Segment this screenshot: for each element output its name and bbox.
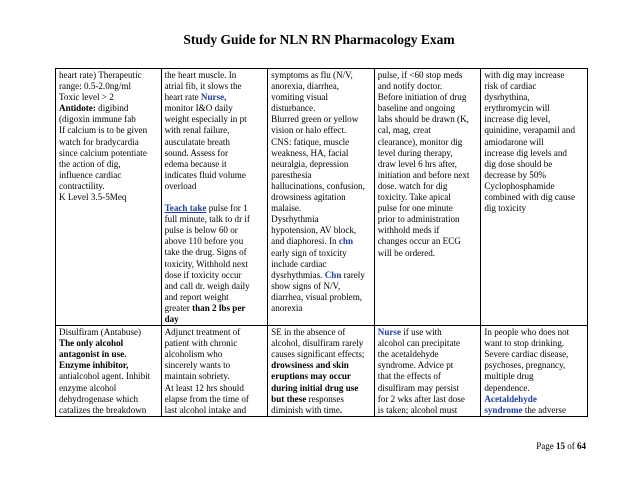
cell-line: quinidine, verapamil and bbox=[484, 125, 576, 136]
cell-line: pulse for one minute bbox=[377, 203, 453, 214]
cell-line: patient with chronic bbox=[164, 338, 238, 349]
cell-line: alcoholism who bbox=[164, 349, 223, 360]
nurse-highlight: Nurse bbox=[377, 327, 401, 338]
cell-line: show signs of N/V, bbox=[271, 280, 341, 291]
cell-line: overload bbox=[164, 180, 197, 191]
cell-line: watch for bradycardia bbox=[59, 136, 139, 147]
cell-text: if use with bbox=[401, 327, 442, 338]
page-prefix: Page bbox=[536, 441, 556, 451]
cell-line: ausculatate breath bbox=[164, 136, 230, 147]
pharmacology-table bbox=[55, 68, 588, 417]
cell-line: increase dig level, bbox=[484, 114, 551, 125]
cell-line: edema because it bbox=[164, 158, 227, 169]
cell-line: decrease by 50% bbox=[484, 169, 546, 180]
cell-line: range: 0.5-2.0ng/ml bbox=[59, 81, 131, 92]
cell-text: and diaphoresi. In bbox=[271, 236, 339, 247]
nurse-highlight: Nurse, bbox=[200, 92, 227, 103]
cell-line: baseline and ongoing bbox=[377, 103, 456, 114]
cell-line: withhold meds if bbox=[377, 225, 440, 236]
cell-line: paresthesia bbox=[271, 169, 312, 180]
cell-line: Blurred green or yellow bbox=[271, 114, 359, 125]
cell-line: prior to administration bbox=[377, 214, 460, 225]
cell-line: last alcohol intake and bbox=[164, 404, 247, 415]
cell-line: include cardiac bbox=[271, 258, 327, 269]
table-cell-digoxin-action bbox=[161, 69, 268, 326]
cell-line: the action of dig, bbox=[59, 158, 121, 169]
cell-line: pulse, if <60 stop meds bbox=[377, 70, 463, 80]
cell-line: monitor I&O daily bbox=[164, 103, 233, 114]
cell-line: dig toxicity bbox=[484, 203, 527, 214]
cell-line: the acetaldehyde bbox=[377, 349, 439, 360]
cell-line: atrial fib, it slows the bbox=[164, 81, 242, 92]
cell-line: indicates fluid volume bbox=[164, 169, 246, 180]
cell-line bbox=[271, 270, 372, 281]
cell-line: (digoxin immune fab bbox=[59, 114, 136, 125]
table-cell-disulfiram-use bbox=[161, 326, 268, 417]
cell-line: draw level 6 hrs after, bbox=[377, 158, 457, 169]
cell-line: amiodarone will bbox=[484, 136, 544, 147]
cell-line: disulfiram may persist bbox=[377, 382, 460, 393]
cell-line: neuralgia, depression bbox=[271, 158, 349, 169]
cell-line: and call dr. weigh daily bbox=[164, 280, 250, 291]
cell-line: want to stop drinking. bbox=[484, 338, 565, 349]
cell-line: symptoms as flu (N/V, bbox=[271, 70, 353, 80]
table-cell-disulfiram-nursing bbox=[374, 326, 481, 417]
cell-line: The only alcohol bbox=[59, 338, 124, 349]
cell-line bbox=[484, 405, 585, 416]
cell-line: weakness, HA, facial bbox=[271, 147, 349, 158]
cell-line: will be ordered. bbox=[377, 247, 436, 258]
cell-line: psychoses, pregnancy, bbox=[484, 360, 566, 371]
cell-line: initiation and before next bbox=[377, 169, 470, 180]
table-row bbox=[56, 69, 588, 326]
cell-line: vision or halo effect. bbox=[271, 125, 347, 136]
cell-text: responses bbox=[306, 393, 344, 404]
table-cell-digoxin-interactions bbox=[481, 69, 588, 326]
cell-line: drowsiness and skin bbox=[271, 360, 349, 371]
cell-line: alcohol can precipitate bbox=[377, 338, 461, 349]
cell-line: enzyme alcohol bbox=[59, 382, 117, 393]
spacer bbox=[165, 192, 266, 203]
cell-line: dose. watch for dig bbox=[377, 180, 448, 191]
cell-line: with renal failure, bbox=[164, 125, 230, 136]
cell-line: eruptions may occur bbox=[271, 371, 351, 382]
cell-line bbox=[165, 303, 266, 314]
chn-highlight: Chn bbox=[324, 269, 342, 280]
cell-line: syndrome. Advice pt bbox=[377, 360, 454, 371]
cell-line: heart rate) Therapeutic bbox=[59, 70, 142, 80]
cell-line: increase dig levels and bbox=[484, 147, 567, 158]
chn-highlight: chn bbox=[338, 236, 353, 247]
table-cell-disulfiram-contraindications bbox=[481, 326, 588, 417]
total-pages: 64 bbox=[577, 441, 586, 451]
cell-line: anorexia, diarrhea, bbox=[271, 81, 340, 92]
cell-line: In people who does not bbox=[484, 327, 570, 338]
cell-line: influence cardiac bbox=[59, 169, 122, 180]
cell-line: malaise. bbox=[271, 203, 302, 214]
table-cell-digoxin-range bbox=[56, 69, 162, 326]
cell-line: causes significant effects; bbox=[271, 349, 365, 360]
cell-line: dependence. bbox=[484, 382, 530, 393]
cell-line: Enzyme inhibitor, bbox=[59, 360, 129, 371]
table-cell-digoxin-nursing bbox=[374, 69, 481, 326]
cell-line: cal, mag, creat bbox=[377, 125, 431, 136]
cell-line: sound. Assess for bbox=[164, 147, 228, 158]
cell-line: pulse is below 60 or bbox=[164, 225, 238, 236]
cell-line: risk of cardiac bbox=[484, 81, 537, 92]
cell-line: SE in the absence of bbox=[271, 327, 346, 338]
cell-line: dig dose should be bbox=[484, 158, 553, 169]
cell-line: and report weight bbox=[164, 291, 229, 302]
cell-line: sincerely wants to bbox=[164, 360, 231, 371]
cell-line: day bbox=[164, 313, 179, 324]
cell-line: during initial drug use bbox=[271, 382, 359, 393]
cell-text: but these bbox=[271, 393, 307, 404]
cell-line: above 110 before you bbox=[164, 236, 244, 247]
cell-line bbox=[271, 236, 372, 247]
cell-line: drowsiness agitation bbox=[271, 192, 346, 203]
cell-line: erythromycin will bbox=[484, 103, 550, 114]
cell-line: take the drug. Signs of bbox=[164, 247, 247, 258]
table-cell-disulfiram-name bbox=[56, 326, 162, 417]
cell-line: vomiting visual bbox=[271, 92, 328, 103]
cell-line: dysrhythina, bbox=[484, 92, 530, 103]
acetaldehyde-highlight: Acetaldehyde bbox=[484, 393, 537, 404]
cell-line: Adjunct treatment of bbox=[164, 327, 241, 338]
cell-line: antialcohol agent. Inhibit bbox=[59, 371, 151, 382]
cell-line bbox=[378, 327, 479, 338]
cell-line: hypotension, AV block, bbox=[271, 225, 357, 236]
table-cell-disulfiram-side-effects bbox=[268, 326, 375, 417]
acetaldehyde-highlight: syndrome bbox=[484, 404, 523, 415]
cell-line: hallucinations, confusion, bbox=[271, 180, 365, 191]
cell-line bbox=[165, 203, 266, 214]
cell-line: dose if toxicity occur bbox=[164, 269, 242, 280]
cell-text: pulse for 1 bbox=[206, 203, 248, 214]
cell-text: rarely bbox=[341, 269, 365, 280]
page-number bbox=[536, 441, 586, 451]
cell-line: level during therapy, bbox=[377, 147, 453, 158]
cell-line: CNS: fatique, muscle bbox=[271, 136, 350, 147]
page-of: of bbox=[565, 441, 577, 451]
cell-line: early sign of toxicity bbox=[271, 247, 347, 258]
cell-line: since calcium potentiate bbox=[59, 147, 147, 158]
cell-line: Toxic level > 2 bbox=[59, 92, 114, 103]
page-title: Study Guide for NLN RN Pharmacology Exam bbox=[183, 32, 455, 47]
cell-line: If calcium is to be given bbox=[59, 125, 148, 136]
cell-line: Dysrhythmia bbox=[271, 214, 319, 225]
cell-line: multiple drug bbox=[484, 371, 534, 382]
cell-text: greater bbox=[164, 302, 193, 313]
cell-text: diminish with time bbox=[271, 404, 340, 415]
cell-line: and notify doctor. bbox=[377, 81, 443, 92]
cell-line: elapse from the time of bbox=[164, 393, 249, 404]
cell-line: combined with dig cause bbox=[484, 192, 576, 203]
antidote-label: Antidote: bbox=[59, 103, 96, 114]
cell-line: Before initiation of drug bbox=[377, 92, 467, 103]
cell-text: the adverse bbox=[522, 404, 567, 415]
cell-line: toxicity. Take apical bbox=[377, 192, 451, 203]
cell-line: antagonist in use. bbox=[59, 349, 127, 360]
cell-line: anorexia bbox=[271, 302, 303, 313]
cell-text: dysrhythmias. bbox=[271, 269, 325, 280]
table-cell-digoxin-side-effects bbox=[268, 69, 375, 326]
cell-line: is taken; alcohol must bbox=[377, 404, 458, 415]
cell-line: At least 12 hrs should bbox=[164, 382, 244, 393]
cell-line: maintain sobriety. bbox=[164, 371, 230, 382]
cell-line: contractility. bbox=[59, 180, 105, 191]
cell-line: labs should be drawn (K, bbox=[377, 114, 469, 125]
cell-line: Disulfiram (Antabuse) bbox=[59, 327, 142, 338]
cell-line bbox=[271, 394, 372, 405]
cell-line: catalizes the breakdown bbox=[59, 404, 147, 415]
antidote-value: digibind bbox=[95, 103, 129, 114]
cell-line: weight especially in pt bbox=[164, 114, 247, 125]
weight-highlight: than 2 lbs per bbox=[192, 302, 246, 313]
cell-line: alcohol, disulfiram rarely bbox=[271, 338, 364, 349]
table-row bbox=[56, 326, 588, 417]
cell-line: for 2 wks after last dose bbox=[377, 393, 465, 404]
cell-line: Severe cardiac disease, bbox=[484, 349, 569, 360]
cell-line: disturbance. bbox=[271, 103, 316, 114]
cell-line bbox=[271, 405, 372, 416]
cell-text: . bbox=[339, 404, 343, 415]
cell-line bbox=[165, 92, 266, 103]
cell-line: that the effects of bbox=[377, 371, 441, 382]
cell-line: clearance), monitor dig bbox=[377, 136, 463, 147]
cell-line bbox=[59, 103, 159, 114]
cell-line: full minute, talk to dr if bbox=[164, 214, 250, 225]
teach-highlight: Teach take bbox=[164, 203, 207, 214]
cell-line: the heart muscle. In bbox=[164, 70, 237, 80]
cell-line: with dig may increase bbox=[484, 70, 565, 80]
cell-line: K Level 3.5-5Meq bbox=[59, 192, 127, 203]
cell-line: toxicity, Withhold next bbox=[164, 258, 249, 269]
cell-line: changes occur an ECG bbox=[377, 236, 461, 247]
cell-line: diarrhea, visual problem, bbox=[271, 291, 363, 302]
current-page: 15 bbox=[556, 441, 565, 451]
cell-line: Cyclophosphamide bbox=[484, 180, 555, 191]
cell-line: dehydrogenase which bbox=[59, 393, 139, 404]
cell-text: heart rate bbox=[164, 92, 201, 103]
